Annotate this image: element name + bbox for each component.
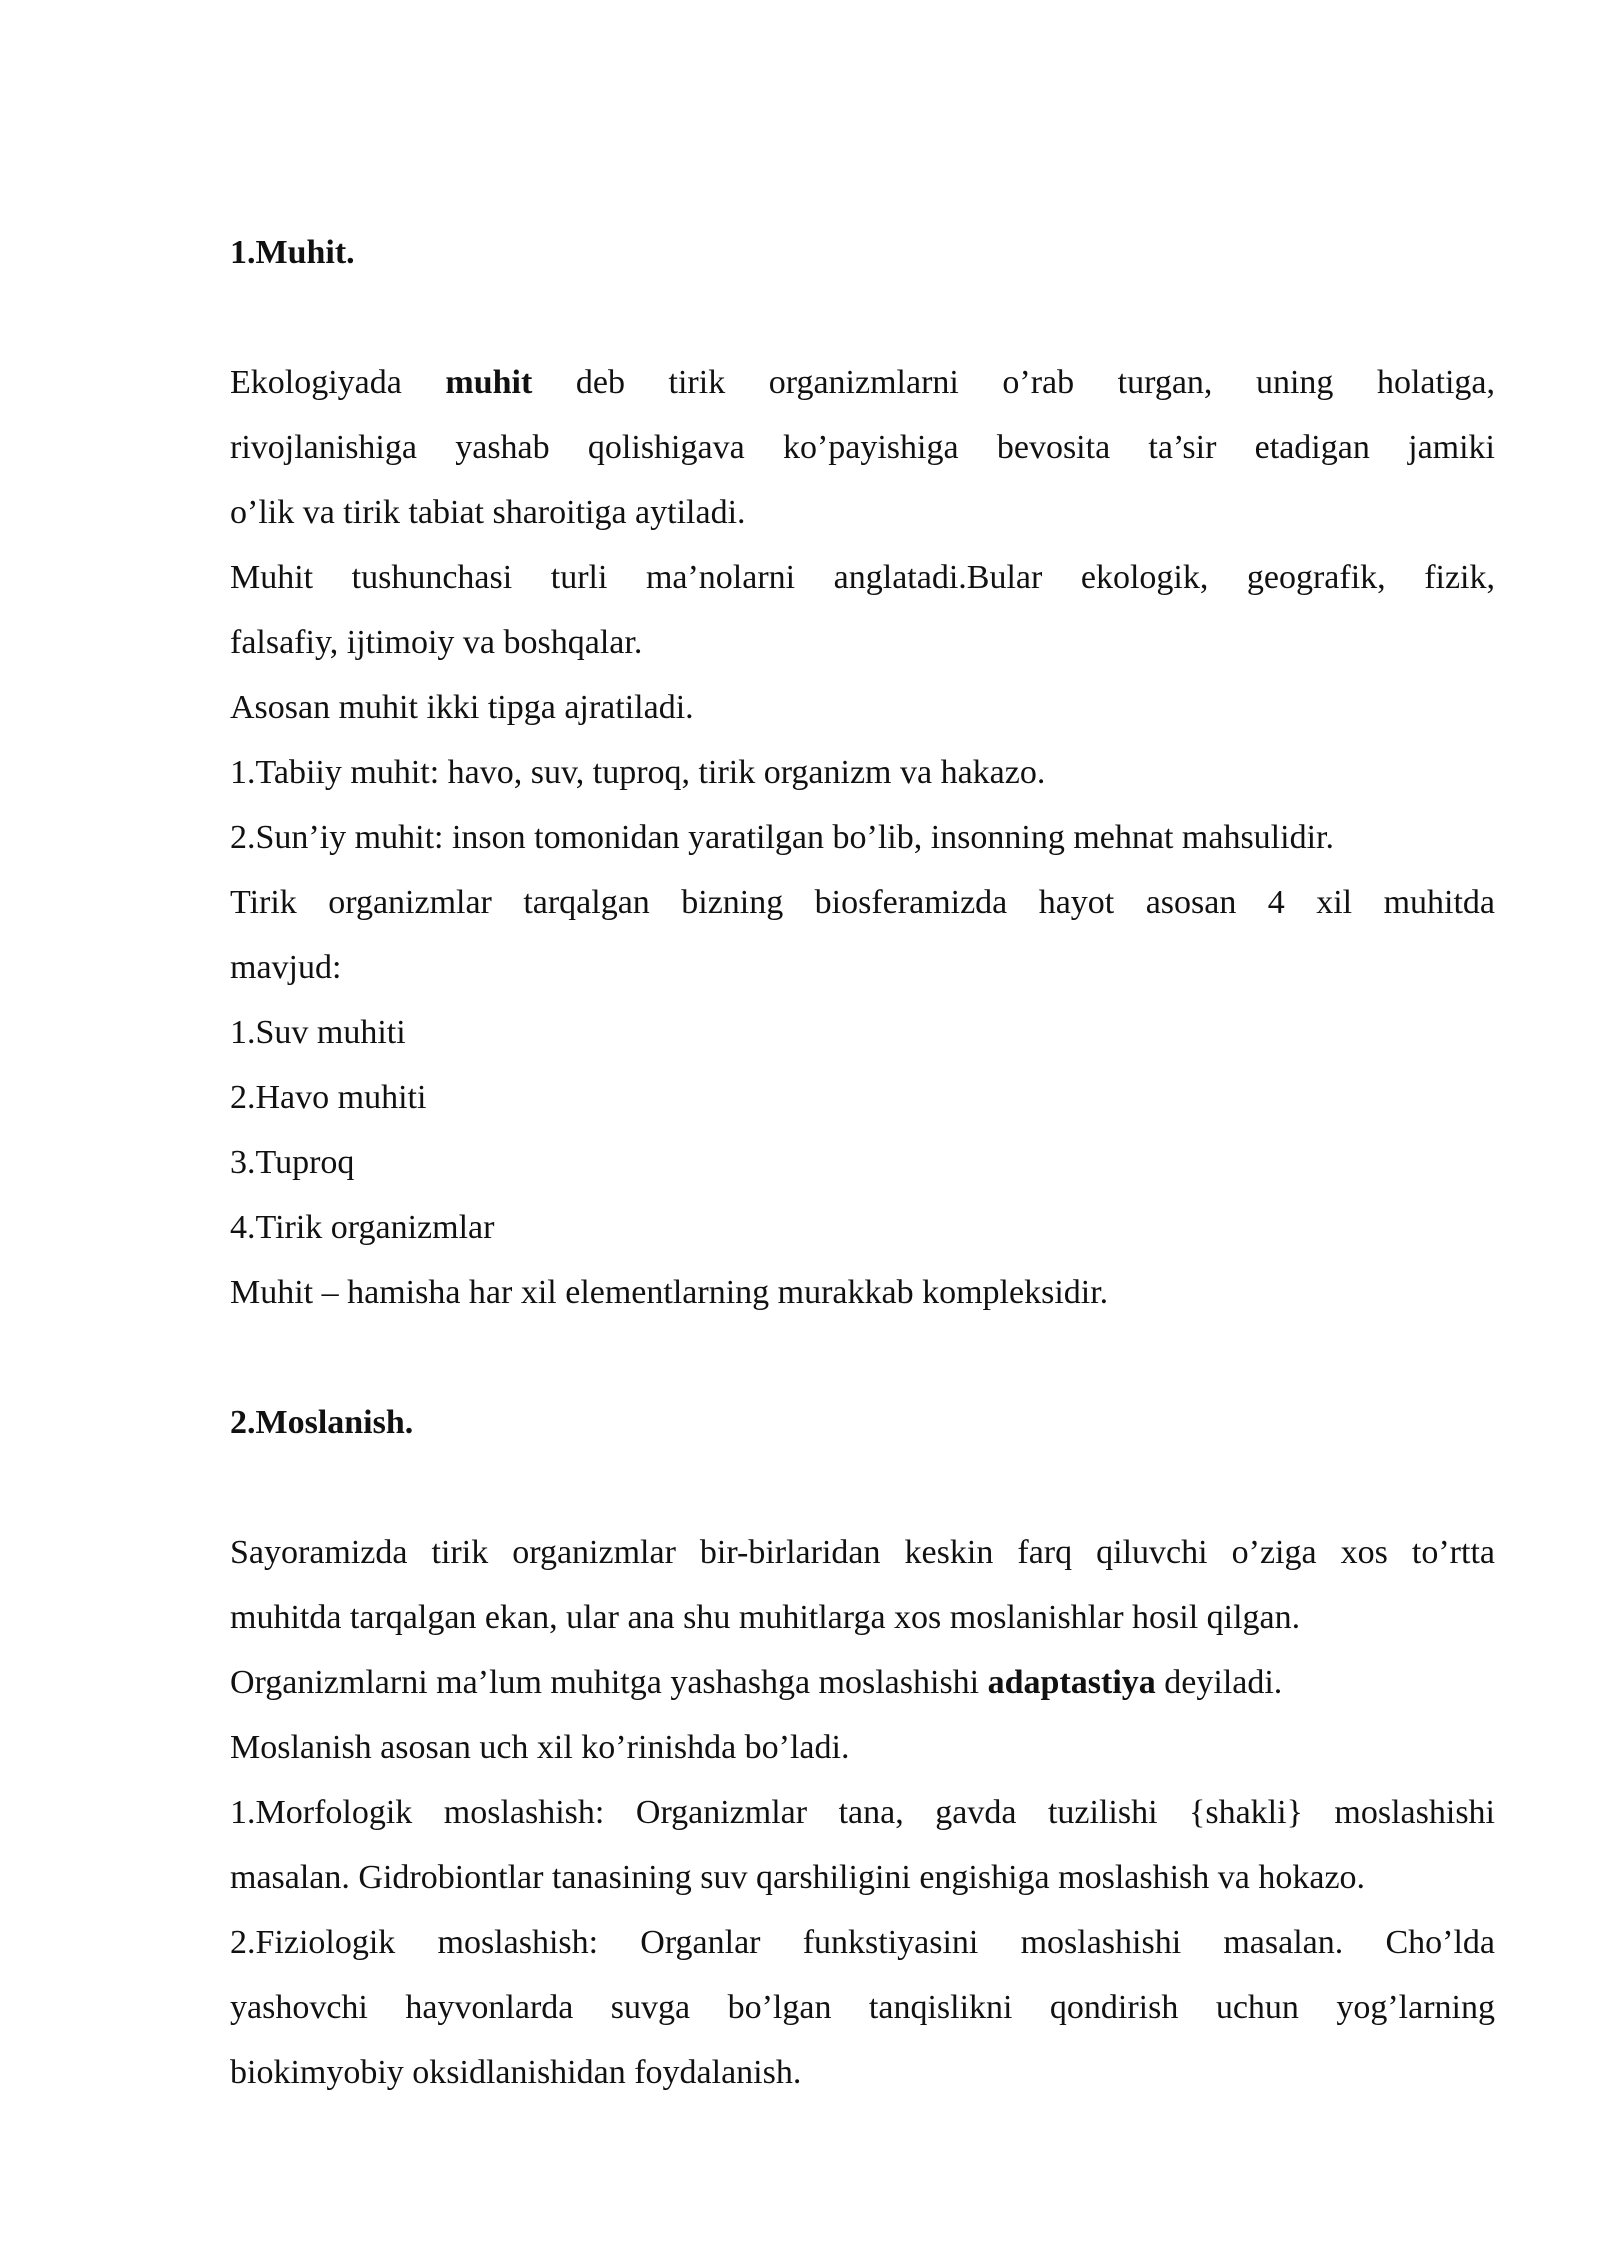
- section-1-paragraph-1: [230, 350, 1495, 545]
- list-item: 4.Tirik organizmlar: [230, 1209, 495, 1246]
- section-1-paragraph-4: [230, 870, 1495, 1325]
- paragraph-line: Tirik organizmlar tarqalgan bizning biosferamizda hayot asosan 4 xil muhitda: [230, 884, 1495, 921]
- paragraph-line: rivojlanishiga yashab qolishigava ko’payishiga bevosita ta’sir etadigan jamiki: [230, 429, 1495, 466]
- paragraph-line: Sayoramizda tirik organizmlar bir-birlaridan keskin farq qiluvchi o’ziga xos to’rtta: [230, 1534, 1495, 1571]
- section-1-paragraph-2: [230, 545, 1495, 675]
- list-item-continuation: masalan. Gidrobiontlar tanasining suv qarshiligini engishiga moslashish va hokazo.: [230, 1859, 1366, 1896]
- paragraph-line: mavjud:: [230, 949, 342, 986]
- text-run: deyiladi.: [1155, 1664, 1283, 1701]
- bold-term-adaptastiya: adaptastiya: [987, 1664, 1156, 1701]
- list-item: 1.Tabiiy muhit: havo, suv, tuproq, tirik organizm va hakazo.: [230, 754, 1046, 791]
- paragraph-line: Moslanish asosan uch xil ko’rinishda bo’ladi.: [230, 1729, 850, 1766]
- paragraph-line: Muhit – hamisha har xil elementlarning murakkab kompleksidir.: [230, 1274, 1109, 1311]
- paragraph-line: falsafiy, ijtimoiy va boshqalar.: [230, 624, 643, 661]
- section-1-paragraph-3: [230, 675, 1495, 870]
- bold-term-muhit: muhit: [445, 364, 533, 401]
- paragraph-line: [230, 1650, 1495, 1715]
- list-item: 2.Fiziologik moslashish: Organlar funkstiyasini moslashishi masalan. Cho’lda: [230, 1924, 1495, 1961]
- paragraph-line: muhitda tarqalgan ekan, ular ana shu muhitlarga xos moslanishlar hosil qilgan.: [230, 1599, 1301, 1636]
- paragraph-line: Asosan muhit ikki tipga ajratiladi.: [230, 689, 694, 726]
- list-item-continuation: biokimyobiy oksidlanishidan foydalanish.: [230, 2054, 802, 2091]
- list-item: 2.Sun’iy muhit: inson tomonidan yaratilgan bo’lib, insonning mehnat mahsulidir.: [230, 819, 1334, 856]
- paragraph-line: [230, 350, 1495, 415]
- section-1-title: 1.Muhit.: [230, 234, 355, 271]
- text-run: Ekologiyada: [230, 364, 446, 401]
- text-run: Organizmlarni ma’lum muhitga yashashga moslashishi: [230, 1664, 988, 1701]
- section-2-title: 2.Moslanish.: [230, 1404, 414, 1441]
- section-2-paragraph-1: [230, 1520, 1495, 2105]
- paragraph-line: Muhit tushunchasi turli ma’nolarni anglatadi.Bular ekologik, geografik, fizik,: [230, 559, 1495, 596]
- list-item: 1.Suv muhiti: [230, 1014, 406, 1051]
- list-item: 1.Morfologik moslashish: Organizmlar tana, gavda tuzilishi {shakli} moslashishi: [230, 1794, 1495, 1831]
- list-item-continuation: yashovchi hayvonlarda suvga bo’lgan tanqislikni qondirish uchun yog’larning: [230, 1989, 1495, 2026]
- paragraph-line: o’lik va tirik tabiat sharoitiga aytiladi.: [230, 494, 746, 531]
- list-item: 3.Tuproq: [230, 1144, 355, 1181]
- list-item: 2.Havo muhiti: [230, 1079, 427, 1116]
- text-run: deb tirik organizmlarni o’rab turgan, uning holatiga,: [532, 364, 1495, 401]
